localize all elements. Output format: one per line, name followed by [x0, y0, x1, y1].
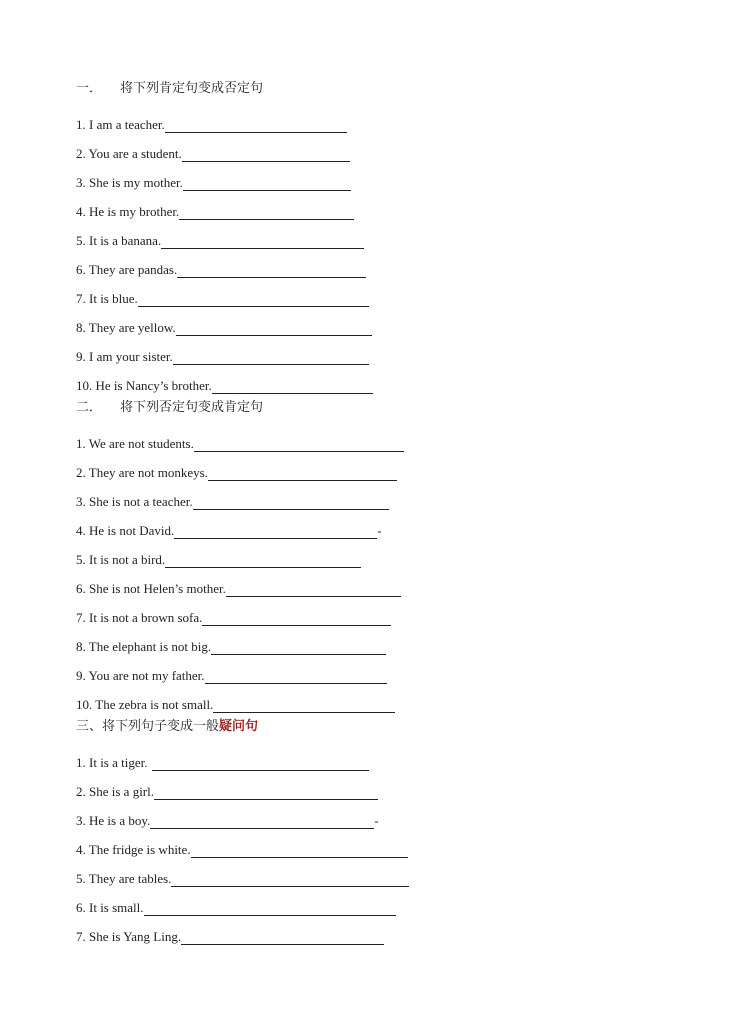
- answer-blank[interactable]: [161, 230, 364, 249]
- exercise-line: [76, 194, 696, 223]
- exercise-line: [76, 252, 696, 281]
- exercise-sentence: 7. She is Yang Ling.: [76, 929, 182, 944]
- answer-blank[interactable]: [138, 288, 369, 307]
- exercise-sentence: 5. It is a banana.: [76, 233, 162, 248]
- exercise-line: [76, 368, 696, 397]
- exercise-line: [76, 310, 696, 339]
- answer-blank[interactable]: [208, 462, 397, 481]
- answer-blank[interactable]: [176, 317, 372, 336]
- answer-blank[interactable]: [165, 114, 347, 133]
- exercise-line: [76, 629, 696, 658]
- exercise-sentence: 9. You are not my father.: [76, 668, 205, 683]
- exercise-sentence: 6. They are pandas.: [76, 262, 178, 277]
- exercise-sentence: 3. She is my mother.: [76, 175, 183, 190]
- section-1-heading: [76, 78, 696, 107]
- answer-blank[interactable]: [177, 259, 366, 278]
- exercise-sentence: 4. He is not David.: [76, 523, 175, 538]
- exercise-line: [76, 426, 696, 455]
- exercise-sentence: 5. It is not a bird.: [76, 552, 166, 567]
- exercise-sentence: 5. They are tables.: [76, 871, 172, 886]
- answer-blank[interactable]: [211, 636, 386, 655]
- exercise-sentence: 4. He is my brother.: [76, 204, 180, 219]
- answer-blank[interactable]: [226, 578, 401, 597]
- exercise-line: [76, 223, 696, 252]
- answer-blank[interactable]: [174, 520, 377, 539]
- exercise-sentence: 6. It is small.: [76, 900, 144, 915]
- answer-blank[interactable]: [182, 143, 350, 162]
- answer-blank[interactable]: [144, 897, 396, 916]
- exercise-line: [76, 745, 696, 774]
- answer-blank[interactable]: [205, 665, 387, 684]
- exercise-line: [76, 339, 696, 368]
- exercise-sentence: 2. She is a girl.: [76, 784, 154, 799]
- exercise-line: [76, 832, 696, 861]
- answer-blank[interactable]: [213, 694, 395, 713]
- answer-blank[interactable]: [194, 433, 404, 452]
- exercise-line: [76, 107, 696, 136]
- exercise-line: [76, 774, 696, 803]
- exercise-line: [76, 542, 696, 571]
- exercise-line: [76, 513, 696, 542]
- answer-blank[interactable]: [179, 201, 354, 220]
- exercise-sentence: 2. You are a student.: [76, 146, 182, 161]
- section-3-title: 三、将下列句子变成一般: [76, 719, 220, 734]
- stray-dash: -: [377, 523, 382, 538]
- stray-dash: -: [374, 813, 379, 828]
- exercise-sentence: 9. I am your sister.: [76, 349, 173, 364]
- exercise-sentence: 4. The fridge is white.: [76, 842, 191, 857]
- section-3-heading: [76, 716, 696, 745]
- exercise-line: [76, 571, 696, 600]
- exercise-sentence: 8. The elephant is not big.: [76, 639, 212, 654]
- exercise-line: [76, 861, 696, 890]
- section-1-title: 将下列肯定句变成否定句: [120, 81, 264, 96]
- answer-blank[interactable]: [152, 752, 369, 771]
- answer-blank[interactable]: [171, 868, 409, 887]
- answer-blank[interactable]: [191, 839, 408, 858]
- answer-blank[interactable]: [150, 810, 374, 829]
- exercise-sentence: 3. She is not a teacher.: [76, 494, 193, 509]
- answer-blank[interactable]: [183, 172, 351, 191]
- worksheet: [76, 78, 696, 948]
- section-2-title: 将下列否定句变成肯定句: [120, 400, 264, 415]
- exercise-sentence: 3. He is a boy.: [76, 813, 151, 828]
- answer-blank[interactable]: [202, 607, 391, 626]
- section-2-heading: [76, 397, 696, 426]
- section-2-number: 二．: [76, 400, 103, 415]
- section-1-number: 一．: [76, 81, 103, 96]
- exercise-line: [76, 136, 696, 165]
- exercise-sentence: 1. It is a tiger.: [76, 755, 148, 770]
- exercise-line: [76, 600, 696, 629]
- answer-blank[interactable]: [181, 926, 384, 945]
- exercise-sentence: 10. The zebra is not small.: [76, 697, 214, 712]
- section-3-title-highlight: 疑问句: [219, 719, 259, 734]
- exercise-line: [76, 455, 696, 484]
- exercise-sentence: 8. They are yellow.: [76, 320, 176, 335]
- exercise-line: [76, 687, 696, 716]
- exercise-sentence: 6. She is not Helen’s mother.: [76, 581, 226, 596]
- answer-blank[interactable]: [165, 549, 361, 568]
- exercise-sentence: 10. He is Nancy’s brother.: [76, 378, 212, 393]
- answer-blank[interactable]: [193, 491, 389, 510]
- exercise-line: [76, 281, 696, 310]
- exercise-line: [76, 890, 696, 919]
- answer-blank[interactable]: [173, 346, 369, 365]
- exercise-sentence: 7. It is blue.: [76, 291, 138, 306]
- exercise-line: [76, 803, 696, 832]
- exercise-sentence: 1. We are not students.: [76, 436, 194, 451]
- exercise-line: [76, 165, 696, 194]
- exercise-line: [76, 919, 696, 948]
- answer-blank[interactable]: [154, 781, 378, 800]
- exercise-sentence: 7. It is not a brown sofa.: [76, 610, 203, 625]
- exercise-line: [76, 658, 696, 687]
- exercise-sentence: 1. I am a teacher.: [76, 117, 165, 132]
- exercise-sentence: 2. They are not monkeys.: [76, 465, 208, 480]
- answer-blank[interactable]: [212, 375, 373, 394]
- exercise-line: [76, 484, 696, 513]
